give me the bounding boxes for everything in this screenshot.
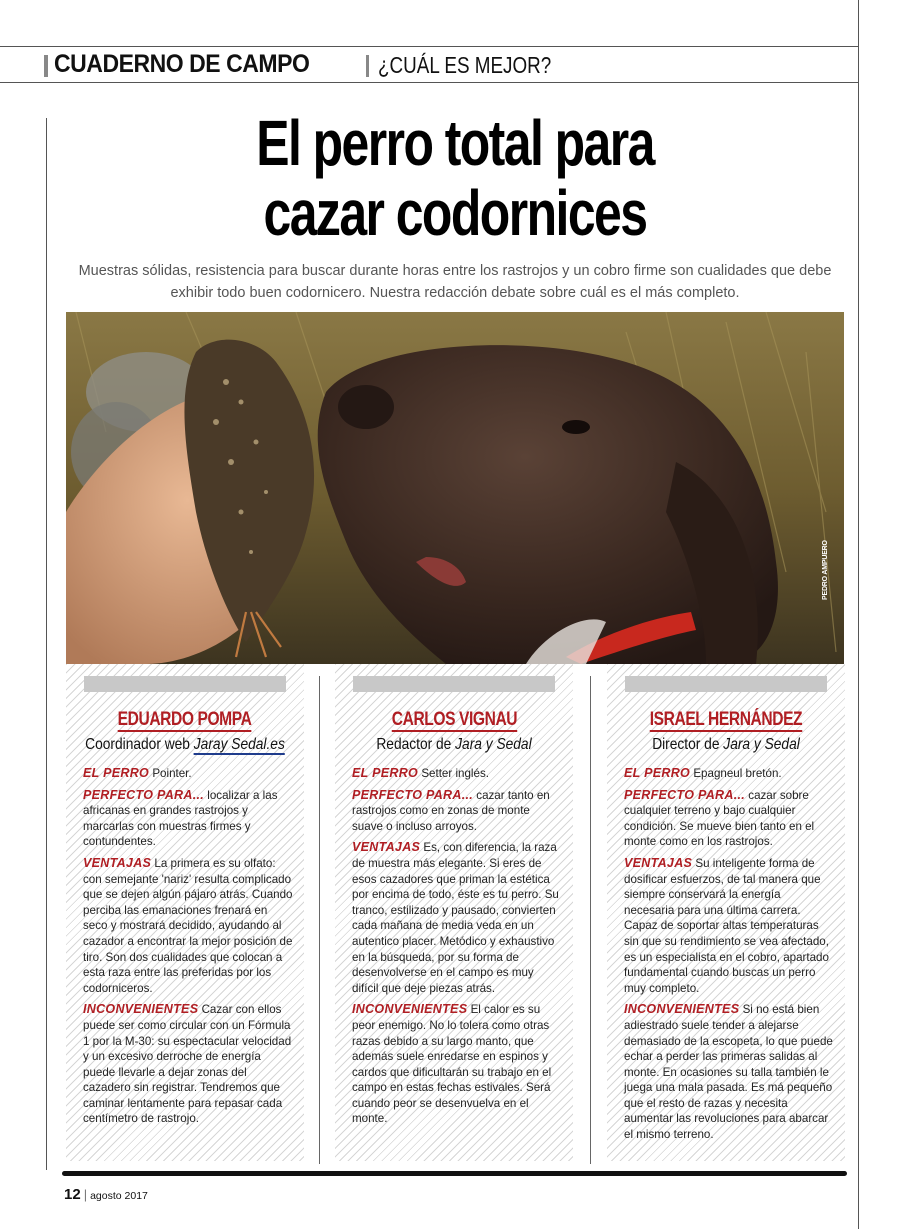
column-body bbox=[624, 766, 834, 1149]
article-photo bbox=[66, 312, 844, 664]
publication-link[interactable]: Jaray Sedal.es bbox=[193, 736, 285, 753]
page-number: 12 bbox=[64, 1186, 81, 1203]
column-body bbox=[83, 766, 293, 1133]
pros-label: VENTAJAS bbox=[83, 855, 152, 870]
dog-text: Setter inglés. bbox=[421, 767, 489, 780]
dog-paragraph bbox=[624, 766, 834, 782]
role-prefix: Redactor de bbox=[376, 736, 452, 753]
dog-label: EL PERRO bbox=[624, 766, 691, 780]
headline-line-1: El perro total para bbox=[256, 107, 654, 179]
section-separator bbox=[366, 55, 369, 77]
page-edge-rule bbox=[858, 0, 859, 1229]
cons-label: INCONVENIENTES bbox=[352, 1002, 468, 1017]
author-name: ISRAEL HERNÁNDEZ bbox=[649, 709, 803, 730]
section-name: CUADERNO DE CAMPO bbox=[54, 50, 310, 78]
article-lead: Muestras sólidas, resistencia para buscar durante horas entre los rastrojos y un cobro firme son cualidades que debe exhibir todo buen codornicero. Nuestra redacción debate sobre cuál es el más completo. bbox=[78, 263, 832, 301]
perfect-for-label: PERFECTO PARA... bbox=[624, 787, 746, 802]
column-header-bar bbox=[84, 676, 286, 692]
opinion-column-1 bbox=[66, 664, 304, 1161]
perfect-for-text: cazar tanto en rastrojos como en zonas de monte suave o incluso arroyos. bbox=[352, 788, 550, 833]
dog-label: EL PERRO bbox=[352, 766, 419, 780]
cons-paragraph bbox=[83, 1002, 293, 1127]
section-marker bbox=[44, 55, 48, 77]
dog-label: EL PERRO bbox=[83, 766, 150, 780]
author-role bbox=[352, 736, 557, 754]
dog-text: Pointer. bbox=[152, 767, 192, 780]
pros-text: Su inteligente forma de dosificar esfuerzos, de tal manera que siempre conservará la energía necesaria para una última carrera. Capaz de soportar altas temperaturas sin que su rendimiento se vea afectado, es un especialista en el cobro, apartado fundamental cuando buscas un perro muy completo. bbox=[624, 856, 829, 995]
perfect-for-label: PERFECTO PARA... bbox=[352, 787, 474, 802]
perfect-for-text: localizar a las africanas en grandes rastrojos y marcarlas con muestras firmes y contundentes. bbox=[83, 788, 278, 849]
author-name: CARLOS VIGNAU bbox=[391, 709, 517, 730]
cons-text: Si no está bien adiestrado suele tender a alejarse demasiado de la escopeta, lo que puede echar a perder las primeras salidas al monte. En ocasiones su talla también le juega una mala pasada. Es má pequeño que el resto de razas y necesita aumentar las revoluciones para abarcar el mismo terreno. bbox=[624, 1003, 833, 1142]
pros-text: Es, con diferencia, la raza de muestra más elegante. Si eres de esos cazadores que priman la estética por encima de todo, éste es tu perro. Su tranco, estilizado y pausado, convierten cada mañana de media veda en un autentico placer. Metódico y exhaustivo en la búsqueda, por su forma de desenvolverse en el campo es muy difícil que deje piezas atrás. bbox=[352, 841, 559, 995]
publication-name: Jara y Sedal bbox=[455, 736, 532, 753]
column-divider bbox=[590, 676, 591, 1164]
perfect-for-paragraph bbox=[83, 788, 293, 850]
dog-paragraph bbox=[352, 766, 562, 782]
pros-paragraph bbox=[83, 856, 293, 996]
dog-paragraph bbox=[83, 766, 293, 782]
folio-separator: | bbox=[83, 1187, 88, 1202]
pros-paragraph bbox=[624, 856, 834, 996]
cons-label: INCONVENIENTES bbox=[83, 1002, 199, 1017]
column-header-bar bbox=[625, 676, 827, 692]
perfect-for-text: cazar sobre cualquier terreno y bajo cualquier condición. Se mueve bien tanto en el monte como en los rastrojos. bbox=[624, 788, 815, 849]
cons-text: Cazar con ellos puede ser como circular con un Fórmula 1 por la M-30: su espectacular velocidad y un excesivo derroche de energía puede llevarle a dejar zonas del cazadero sin registrar. Tendremos que caminar lentamente para repasar cada centímetro de rastrojo. bbox=[83, 1003, 292, 1126]
cons-paragraph bbox=[352, 1002, 562, 1127]
issue-date: agosto 2017 bbox=[90, 1190, 148, 1202]
pros-text: La primera es su olfato: con semejante 'nariz' resulta complicado que se dejen algún pájaro atrás. Cuando perciba las emanaciones frenará en seco y mostrará decidido, ayudando al cazador a encontrar la mejor posición de tiro. Son dos cualidades que colocan a esta raza entre las preferidas por los codorniceros. bbox=[83, 856, 293, 995]
perfect-for-paragraph bbox=[352, 788, 562, 835]
column-header-bar bbox=[353, 676, 555, 692]
frame-left-rule bbox=[46, 118, 47, 1170]
opinion-column-2 bbox=[335, 664, 573, 1161]
perfect-for-label: PERFECTO PARA... bbox=[83, 787, 205, 802]
photo-dog-with-quail bbox=[66, 312, 844, 664]
cons-text: El calor es su peor enemigo. No lo tolera como otras razas debido a su largo manto, que además suele enredarse en espinos y cardos que dificultarán su trabajo en el campo en estas fechas estivales. Será cuando peor se desenvuelva en el monte. bbox=[352, 1003, 552, 1126]
author-name: EDUARDO POMPA bbox=[118, 709, 252, 730]
photo-credit: PEDRO AMPUERO bbox=[822, 540, 829, 600]
role-prefix: Director de bbox=[652, 736, 720, 753]
author-role bbox=[83, 736, 288, 754]
cons-label: INCONVENIENTES bbox=[624, 1002, 740, 1017]
page-folio bbox=[64, 1186, 148, 1203]
role-prefix: Coordinador web bbox=[85, 736, 190, 753]
dog-text: Epagneul bretón. bbox=[693, 767, 782, 780]
pros-label: VENTAJAS bbox=[352, 840, 421, 855]
cons-paragraph bbox=[624, 1002, 834, 1142]
section-header bbox=[0, 46, 859, 83]
footer-rule bbox=[62, 1171, 847, 1176]
publication-name: Jara y Sedal bbox=[723, 736, 800, 753]
article-headline bbox=[152, 108, 759, 248]
opinion-column-3 bbox=[607, 664, 845, 1161]
headline-line-2: cazar codornices bbox=[263, 177, 647, 249]
pros-label: VENTAJAS bbox=[624, 855, 693, 870]
column-divider bbox=[319, 676, 320, 1164]
perfect-for-paragraph bbox=[624, 788, 834, 850]
column-body bbox=[352, 766, 562, 1133]
section-subtitle: ¿CUÁL ES MEJOR? bbox=[378, 52, 552, 78]
author-role bbox=[624, 736, 829, 754]
pros-paragraph bbox=[352, 840, 562, 996]
